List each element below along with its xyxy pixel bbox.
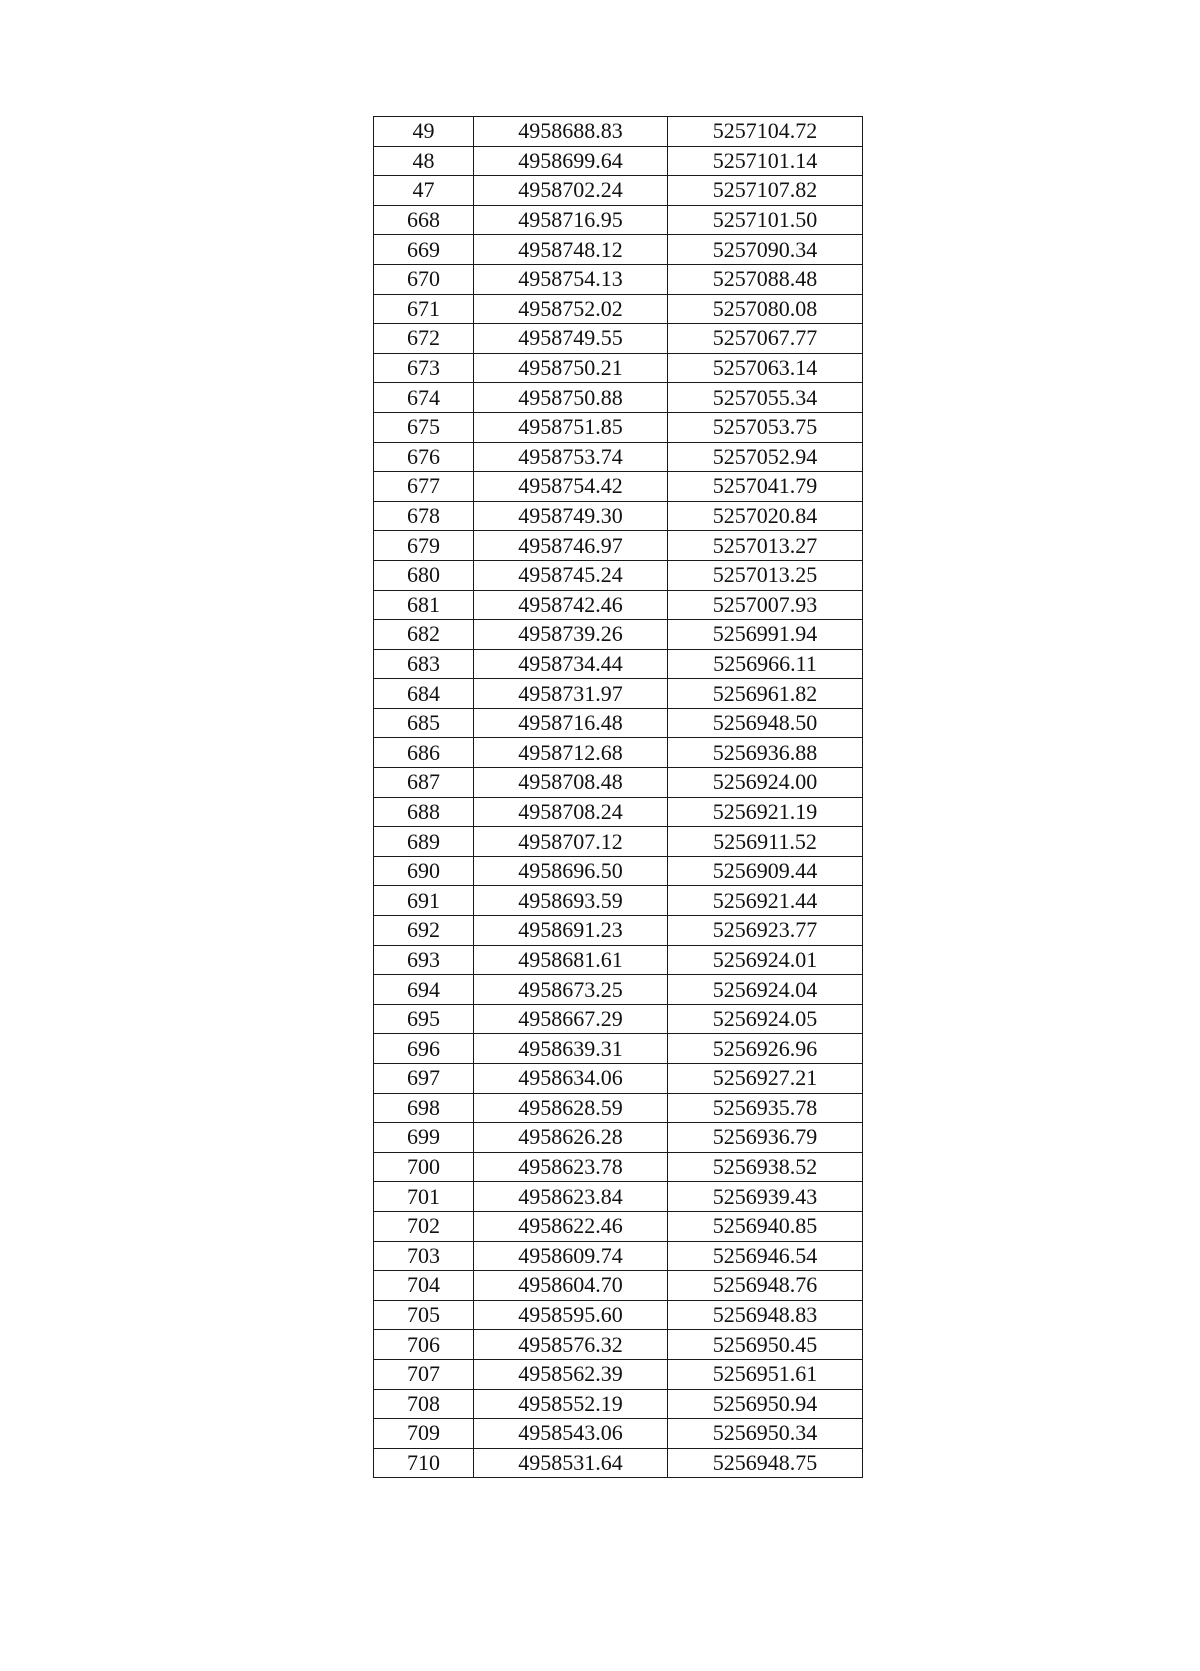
y-coordinate-cell: 5257063.14: [668, 353, 863, 383]
table-row: [374, 1034, 863, 1064]
y-coordinate-cell: 5256924.00: [668, 768, 863, 798]
x-coordinate-cell: 4958752.02: [474, 294, 668, 324]
point-number-cell: 696: [374, 1034, 474, 1064]
y-coordinate-cell: 5257107.82: [668, 176, 863, 206]
table-row: [374, 117, 863, 147]
table-row: [374, 1330, 863, 1360]
x-coordinate-cell: 4958634.06: [474, 1064, 668, 1094]
point-number-cell: 672: [374, 324, 474, 354]
point-number-cell: 49: [374, 117, 474, 147]
y-coordinate-cell: 5257013.27: [668, 531, 863, 561]
table-row: [374, 1419, 863, 1449]
x-coordinate-cell: 4958731.97: [474, 679, 668, 709]
y-coordinate-cell: 5256924.05: [668, 1004, 863, 1034]
point-number-cell: 679: [374, 531, 474, 561]
x-coordinate-cell: 4958753.74: [474, 442, 668, 472]
x-coordinate-cell: 4958622.46: [474, 1211, 668, 1241]
table-row: [374, 1448, 863, 1478]
y-coordinate-cell: 5256950.94: [668, 1389, 863, 1419]
point-number-cell: 691: [374, 886, 474, 916]
y-coordinate-cell: 5257080.08: [668, 294, 863, 324]
x-coordinate-cell: 4958734.44: [474, 649, 668, 679]
x-coordinate-cell: 4958708.48: [474, 768, 668, 798]
y-coordinate-cell: 5256948.76: [668, 1271, 863, 1301]
x-coordinate-cell: 4958623.78: [474, 1152, 668, 1182]
table-row: [374, 1241, 863, 1271]
x-coordinate-cell: 4958749.55: [474, 324, 668, 354]
point-number-cell: 685: [374, 708, 474, 738]
point-number-cell: 677: [374, 472, 474, 502]
y-coordinate-cell: 5256966.11: [668, 649, 863, 679]
y-coordinate-cell: 5256950.34: [668, 1419, 863, 1449]
point-number-cell: 694: [374, 975, 474, 1005]
table-row: [374, 1211, 863, 1241]
x-coordinate-cell: 4958623.84: [474, 1182, 668, 1212]
point-number-cell: 707: [374, 1359, 474, 1389]
table-row: [374, 620, 863, 650]
y-coordinate-cell: 5256909.44: [668, 856, 863, 886]
table-row: [374, 1064, 863, 1094]
y-coordinate-cell: 5256921.19: [668, 797, 863, 827]
table-row: [374, 1389, 863, 1419]
point-number-cell: 680: [374, 560, 474, 590]
x-coordinate-cell: 4958562.39: [474, 1359, 668, 1389]
point-number-cell: 709: [374, 1419, 474, 1449]
point-number-cell: 704: [374, 1271, 474, 1301]
x-coordinate-cell: 4958716.48: [474, 708, 668, 738]
x-coordinate-cell: 4958748.12: [474, 235, 668, 265]
point-number-cell: 693: [374, 945, 474, 975]
table-row: [374, 975, 863, 1005]
point-number-cell: 699: [374, 1123, 474, 1153]
point-number-cell: 695: [374, 1004, 474, 1034]
point-number-cell: 674: [374, 383, 474, 413]
point-number-cell: 705: [374, 1300, 474, 1330]
y-coordinate-cell: 5256951.61: [668, 1359, 863, 1389]
point-number-cell: 701: [374, 1182, 474, 1212]
y-coordinate-cell: 5257101.14: [668, 146, 863, 176]
x-coordinate-cell: 4958739.26: [474, 620, 668, 650]
point-number-cell: 703: [374, 1241, 474, 1271]
y-coordinate-cell: 5256939.43: [668, 1182, 863, 1212]
point-number-cell: 689: [374, 827, 474, 857]
y-coordinate-cell: 5257053.75: [668, 412, 863, 442]
y-coordinate-cell: 5257090.34: [668, 235, 863, 265]
point-number-cell: 670: [374, 264, 474, 294]
x-coordinate-cell: 4958543.06: [474, 1419, 668, 1449]
x-coordinate-cell: 4958699.64: [474, 146, 668, 176]
point-number-cell: 682: [374, 620, 474, 650]
point-number-cell: 676: [374, 442, 474, 472]
table-row: [374, 856, 863, 886]
table-row: [374, 797, 863, 827]
table-row: [374, 1004, 863, 1034]
point-number-cell: 683: [374, 649, 474, 679]
y-coordinate-cell: 5256940.85: [668, 1211, 863, 1241]
y-coordinate-cell: 5257041.79: [668, 472, 863, 502]
x-coordinate-cell: 4958702.24: [474, 176, 668, 206]
point-number-cell: 671: [374, 294, 474, 324]
point-number-cell: 673: [374, 353, 474, 383]
y-coordinate-cell: 5256935.78: [668, 1093, 863, 1123]
x-coordinate-cell: 4958751.85: [474, 412, 668, 442]
x-coordinate-cell: 4958746.97: [474, 531, 668, 561]
x-coordinate-cell: 4958609.74: [474, 1241, 668, 1271]
y-coordinate-cell: 5256946.54: [668, 1241, 863, 1271]
y-coordinate-cell: 5256927.21: [668, 1064, 863, 1094]
x-coordinate-cell: 4958708.24: [474, 797, 668, 827]
y-coordinate-cell: 5256948.75: [668, 1448, 863, 1478]
x-coordinate-cell: 4958639.31: [474, 1034, 668, 1064]
y-coordinate-cell: 5257052.94: [668, 442, 863, 472]
point-number-cell: 700: [374, 1152, 474, 1182]
table-row: [374, 1093, 863, 1123]
table-row: [374, 412, 863, 442]
y-coordinate-cell: 5257013.25: [668, 560, 863, 590]
table-row: [374, 264, 863, 294]
table-row: [374, 916, 863, 946]
table-row: [374, 679, 863, 709]
coordinates-table-body: [374, 117, 863, 1478]
y-coordinate-cell: 5256950.45: [668, 1330, 863, 1360]
point-number-cell: 688: [374, 797, 474, 827]
x-coordinate-cell: 4958750.21: [474, 353, 668, 383]
x-coordinate-cell: 4958552.19: [474, 1389, 668, 1419]
point-number-cell: 686: [374, 738, 474, 768]
y-coordinate-cell: 5256923.77: [668, 916, 863, 946]
x-coordinate-cell: 4958693.59: [474, 886, 668, 916]
point-number-cell: 698: [374, 1093, 474, 1123]
table-row: [374, 472, 863, 502]
y-coordinate-cell: 5256911.52: [668, 827, 863, 857]
table-row: [374, 442, 863, 472]
table-row: [374, 649, 863, 679]
table-row: [374, 590, 863, 620]
point-number-cell: 710: [374, 1448, 474, 1478]
point-number-cell: 669: [374, 235, 474, 265]
point-number-cell: 47: [374, 176, 474, 206]
point-number-cell: 684: [374, 679, 474, 709]
x-coordinate-cell: 4958628.59: [474, 1093, 668, 1123]
x-coordinate-cell: 4958681.61: [474, 945, 668, 975]
y-coordinate-cell: 5256948.83: [668, 1300, 863, 1330]
table-row: [374, 1123, 863, 1153]
table-row: [374, 501, 863, 531]
table-row: [374, 353, 863, 383]
x-coordinate-cell: 4958712.68: [474, 738, 668, 768]
table-row: [374, 205, 863, 235]
table-row: [374, 560, 863, 590]
y-coordinate-cell: 5257088.48: [668, 264, 863, 294]
x-coordinate-cell: 4958691.23: [474, 916, 668, 946]
y-coordinate-cell: 5257055.34: [668, 383, 863, 413]
x-coordinate-cell: 4958750.88: [474, 383, 668, 413]
table-row: [374, 383, 863, 413]
y-coordinate-cell: 5256991.94: [668, 620, 863, 650]
x-coordinate-cell: 4958688.83: [474, 117, 668, 147]
table-row: [374, 294, 863, 324]
table-row: [374, 1182, 863, 1212]
x-coordinate-cell: 4958754.13: [474, 264, 668, 294]
point-number-cell: 690: [374, 856, 474, 886]
x-coordinate-cell: 4958749.30: [474, 501, 668, 531]
table-row: [374, 146, 863, 176]
table-row: [374, 324, 863, 354]
coordinates-table: [373, 116, 863, 1478]
x-coordinate-cell: 4958531.64: [474, 1448, 668, 1478]
x-coordinate-cell: 4958667.29: [474, 1004, 668, 1034]
point-number-cell: 708: [374, 1389, 474, 1419]
y-coordinate-cell: 5256924.01: [668, 945, 863, 975]
x-coordinate-cell: 4958604.70: [474, 1271, 668, 1301]
y-coordinate-cell: 5256936.79: [668, 1123, 863, 1153]
y-coordinate-cell: 5257101.50: [668, 205, 863, 235]
table-row: [374, 738, 863, 768]
point-number-cell: 678: [374, 501, 474, 531]
table-row: [374, 1271, 863, 1301]
table-row: [374, 768, 863, 798]
x-coordinate-cell: 4958742.46: [474, 590, 668, 620]
table-row: [374, 886, 863, 916]
x-coordinate-cell: 4958673.25: [474, 975, 668, 1005]
y-coordinate-cell: 5257007.93: [668, 590, 863, 620]
y-coordinate-cell: 5256961.82: [668, 679, 863, 709]
point-number-cell: 675: [374, 412, 474, 442]
table-row: [374, 1152, 863, 1182]
point-number-cell: 702: [374, 1211, 474, 1241]
x-coordinate-cell: 4958754.42: [474, 472, 668, 502]
point-number-cell: 706: [374, 1330, 474, 1360]
y-coordinate-cell: 5257104.72: [668, 117, 863, 147]
table-row: [374, 827, 863, 857]
y-coordinate-cell: 5256924.04: [668, 975, 863, 1005]
point-number-cell: 697: [374, 1064, 474, 1094]
y-coordinate-cell: 5257067.77: [668, 324, 863, 354]
x-coordinate-cell: 4958716.95: [474, 205, 668, 235]
y-coordinate-cell: 5256936.88: [668, 738, 863, 768]
table-row: [374, 176, 863, 206]
table-row: [374, 235, 863, 265]
point-number-cell: 48: [374, 146, 474, 176]
x-coordinate-cell: 4958696.50: [474, 856, 668, 886]
point-number-cell: 692: [374, 916, 474, 946]
table-row: [374, 1300, 863, 1330]
point-number-cell: 668: [374, 205, 474, 235]
table-row: [374, 531, 863, 561]
table-row: [374, 945, 863, 975]
x-coordinate-cell: 4958576.32: [474, 1330, 668, 1360]
y-coordinate-cell: 5256926.96: [668, 1034, 863, 1064]
y-coordinate-cell: 5257020.84: [668, 501, 863, 531]
x-coordinate-cell: 4958595.60: [474, 1300, 668, 1330]
y-coordinate-cell: 5256921.44: [668, 886, 863, 916]
x-coordinate-cell: 4958745.24: [474, 560, 668, 590]
x-coordinate-cell: 4958707.12: [474, 827, 668, 857]
point-number-cell: 687: [374, 768, 474, 798]
y-coordinate-cell: 5256948.50: [668, 708, 863, 738]
x-coordinate-cell: 4958626.28: [474, 1123, 668, 1153]
point-number-cell: 681: [374, 590, 474, 620]
table-row: [374, 1359, 863, 1389]
y-coordinate-cell: 5256938.52: [668, 1152, 863, 1182]
table-row: [374, 708, 863, 738]
